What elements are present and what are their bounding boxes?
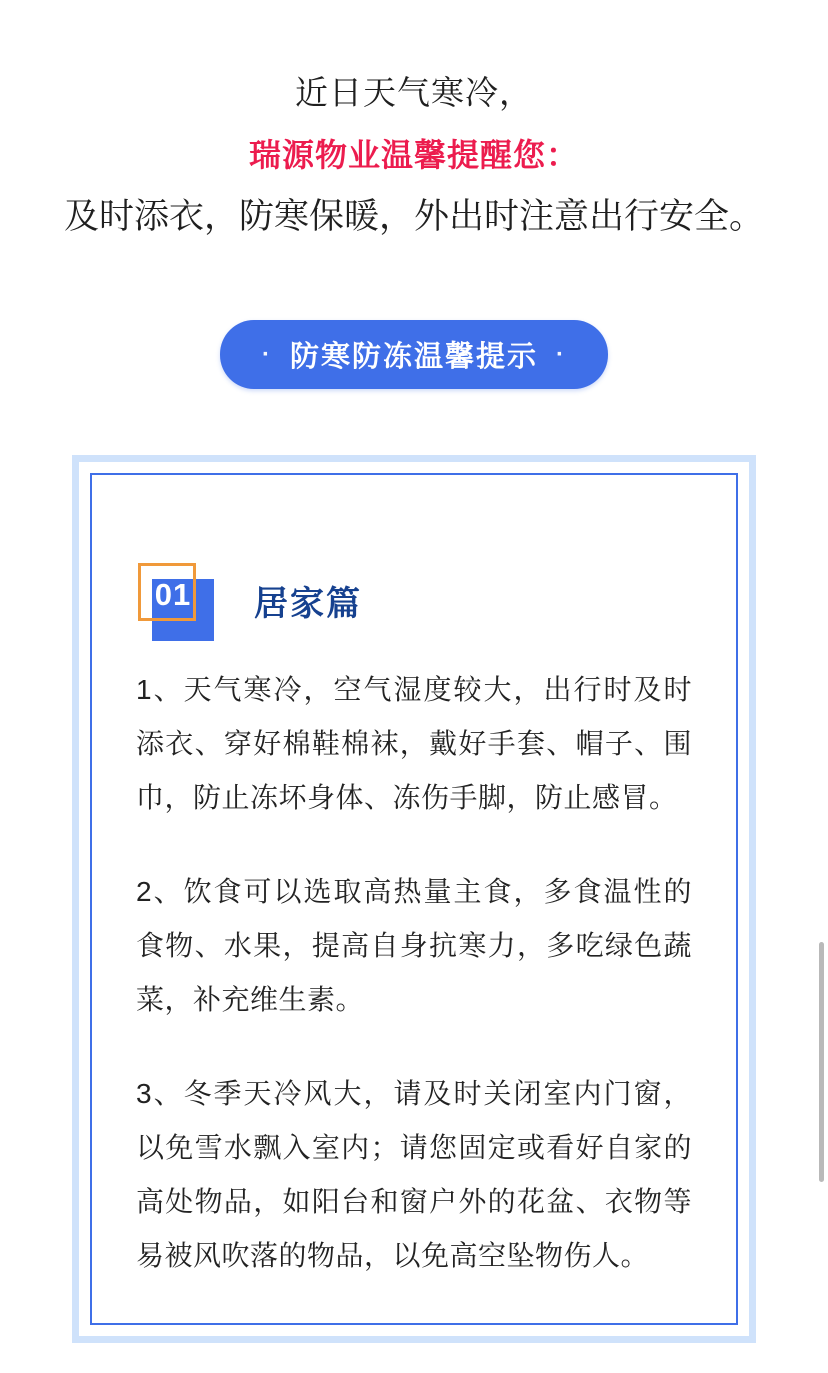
headline-line-1: 近日天气寒冷，: [295, 74, 533, 111]
section-badge: [220, 320, 608, 389]
paragraph-3: 3、冬季天冷风大，请及时关闭室内门窗，以免雪水飘入室内；请您固定或看好自家的高处物品，如阳台和窗户外的花盆、衣物等易被风吹落的物品，以免高空坠物伤人。: [136, 1078, 692, 1271]
badge-right-dot-icon: ·: [556, 340, 566, 368]
paragraph-2: 2、饮食可以选取高热量主食，多食温性的食物、水果，提高自身抗寒力，多吃绿色蔬菜，补充维生素。: [136, 876, 692, 1015]
section-badge-wrapper: [0, 320, 828, 389]
content-card: [72, 455, 756, 1343]
headline-block: [0, 62, 828, 248]
badge-label: 防寒防冻温馨提示: [289, 341, 538, 373]
badge-left-dot-icon: ·: [261, 340, 272, 368]
headline-line-3: 及时添衣，防寒保暖，外出时注意出行安全。: [63, 197, 764, 236]
section-header: [146, 543, 700, 629]
headline-line-2: 瑞源物业温馨提醒您：: [248, 137, 579, 173]
paragraph-1: 1、天气寒冷，空气湿度较大，出行时及时添衣、穿好棉鞋棉袜，戴好手套、帽子、围巾，防止冻坏身体、冻伤手脚，防止感冒。: [136, 674, 692, 813]
content-card-inner: [90, 473, 738, 1325]
section-number-label: 01: [154, 577, 192, 612]
section-title: 居家篇: [254, 585, 362, 623]
article-page: [0, 62, 828, 1373]
page-scrollbar[interactable]: [819, 942, 824, 1182]
section-number-badge: [146, 565, 210, 629]
